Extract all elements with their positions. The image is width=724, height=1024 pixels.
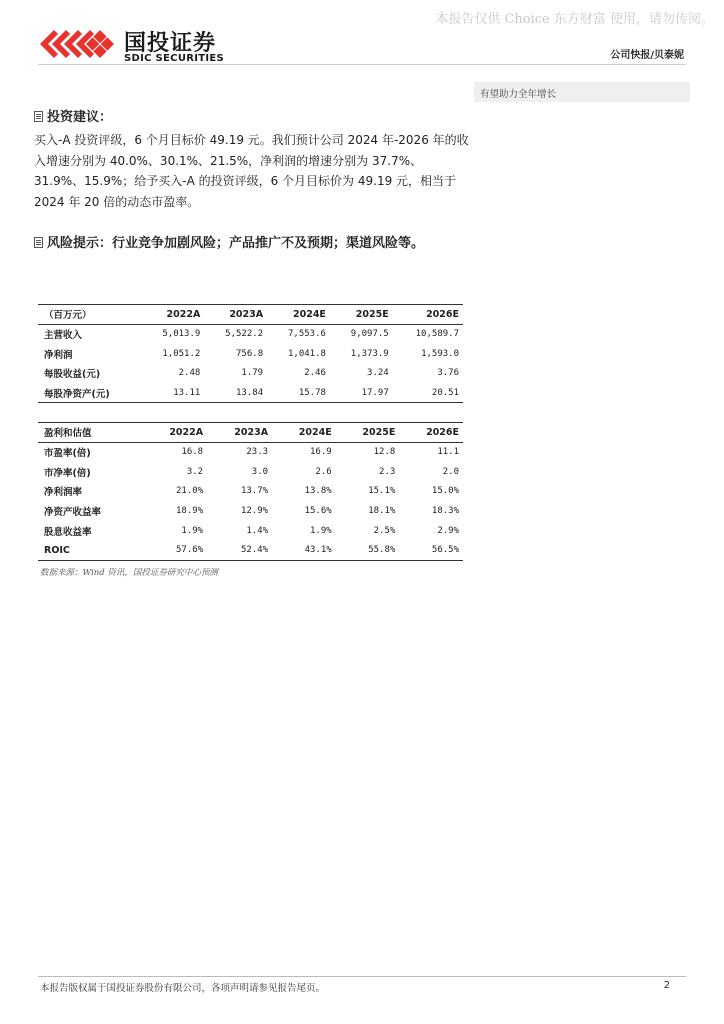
table-cell: 3.76 [437,368,459,379]
table-row [38,442,463,462]
table-cell: 5,522.2 [225,329,264,340]
table-cell: 9,097.5 [350,329,389,340]
table-cell: 3.24 [367,368,389,379]
row-label: 市盈率(倍) [44,448,91,460]
table-cell: 2.9% [437,525,459,536]
financial-summary-table [38,304,463,403]
table-cell: 13.11 [173,387,201,398]
table-row [38,462,463,482]
logo-en-text: SDIC SECURITIES [124,53,225,64]
table-cell: 1.4% [246,525,269,536]
list-icon [34,111,43,122]
table-cell: 15.1% [368,486,396,497]
table-cell: 55.8% [368,545,396,556]
table-cell: 1,051.2 [162,348,201,359]
page-number: 2 [663,980,670,991]
table-header-cell: 2025E [355,308,389,320]
table-header-row [38,305,463,325]
row-label: ROIC [44,544,70,556]
footer-divider [38,976,686,977]
table-cell: 17.97 [361,387,389,398]
table-cell: 20.51 [431,387,459,398]
footer-disclaimer: 本报告版权属于国投证券股份有限公司，各项声明请参见报告尾页。 [40,983,326,994]
table-cell: 56.5% [431,545,459,556]
table-cell: 1,593.0 [421,348,459,359]
table-cell: 18.9% [176,506,204,517]
table-cell: 1.9% [310,525,332,536]
table-row [38,324,463,344]
table-cell: 13.8% [304,486,332,497]
risk-title-text: 风险提示：行业竞争加剧风险；产品推广不及预期；渠道风险等。 [47,236,425,251]
row-label: 每股收益(元) [44,369,101,381]
table-cell: 18.3% [431,506,459,517]
investment-paragraph: 买入-A 投资评级，6 个月目标价 49.19 元。我们预计公司 2024 年-2026 年的收入增速分别为 40.0%、30.1%、21.5%，净利润的增速分别为 37.7%、31.9%、15.9%；给予买入-A 的投资评级，6 个月目标价为 49.19 元，相当于 2024 年 20 倍的动态市盈率。 [34,133,469,209]
table-cell: 2.0 [442,466,459,477]
table-row [38,482,463,502]
data-source-note: 数据来源：Wind 资讯，国投证券研究中心预测 [40,568,218,578]
table-header-cell: 2022A [166,308,201,320]
table-cell: 21.0% [176,486,204,497]
table-row [38,383,463,403]
table-cell: 5,013.9 [162,329,201,340]
valuation-table [38,422,463,561]
table-cell: 2.48 [178,368,201,379]
table-cell: 3.0 [251,466,269,477]
table-cell: 2.46 [304,368,326,379]
table-cell: 13.7% [240,486,269,497]
table-header-cell: 2024E [298,426,332,438]
table-cell: 12.8 [373,447,396,458]
table-cell: 15.78 [298,387,326,398]
table-header-cell: 2024E [292,308,326,320]
table-cell: 2.5% [373,525,396,536]
company-logo [40,24,240,68]
table-header-cell: （百万元） [44,310,92,322]
table-header-cell: 2022A [169,426,204,438]
table-cell: 52.4% [240,545,269,556]
table-header-cell: 2023A [234,426,269,438]
table-cell: 756.8 [236,348,264,359]
table-cell: 1,373.9 [350,348,389,359]
table-cell: 1.79 [241,368,264,379]
table-cell: 12.9% [240,506,269,517]
row-label: 净资产收益率 [44,507,102,519]
table-header-cell: 2026E [426,426,459,438]
row-label: 主营收入 [44,330,83,342]
table-header-cell: 2026E [426,308,459,320]
header-divider [38,64,686,65]
table-cell: 16.8 [181,447,204,458]
table-cell: 7,553.6 [287,329,326,340]
row-label: 净利润率 [44,487,83,499]
logo-mark-icon [40,24,118,64]
table-cell: 15.6% [304,506,332,517]
watermark-text: 本报告仅供 Choice 东方财富 使用，请勿传阅。 [435,12,714,27]
table-row [38,541,463,561]
table-cell: 3.2 [186,466,204,477]
table-cell: 11.1 [437,447,459,458]
table-cell: 16.9 [310,447,332,458]
table-row [38,521,463,541]
table-cell: 13.84 [236,387,264,398]
table-cell: 23.3 [246,447,269,458]
table-cell: 15.0% [431,486,459,497]
table-cell: 18.1% [368,506,396,517]
table-cell: 43.1% [304,545,332,556]
table-cell: 2.6 [315,466,332,477]
list-icon [34,237,43,248]
row-label: 股息收益率 [44,526,92,538]
table-cell: 57.6% [176,545,204,556]
logo-cn-text: 国投证券 [124,31,217,56]
report-type: 公司快报/贝泰妮 [610,50,684,61]
table-cell: 1.9% [181,525,204,536]
table-row [38,501,463,521]
row-label: 净利润 [44,349,73,361]
risk-section-title [34,234,464,253]
investment-section-title [34,108,112,127]
table-row [38,364,463,384]
table-header-cell: 2025E [362,426,396,438]
sidebar-tagline: 有望助力全年增长 [474,82,690,102]
table-cell: 2.3 [379,466,396,477]
table-cell: 1,041.8 [287,348,326,359]
table-cell: 10,589.7 [415,329,459,340]
table-row [38,344,463,364]
investment-title-text: 投资建议： [47,110,113,125]
row-label: 每股净资产(元) [44,388,110,400]
table-header-cell: 2023A [229,308,264,320]
row-label: 市净率(倍) [44,467,91,479]
table-header-cell: 盈利和估值 [44,428,92,440]
table-header-row [38,423,463,443]
